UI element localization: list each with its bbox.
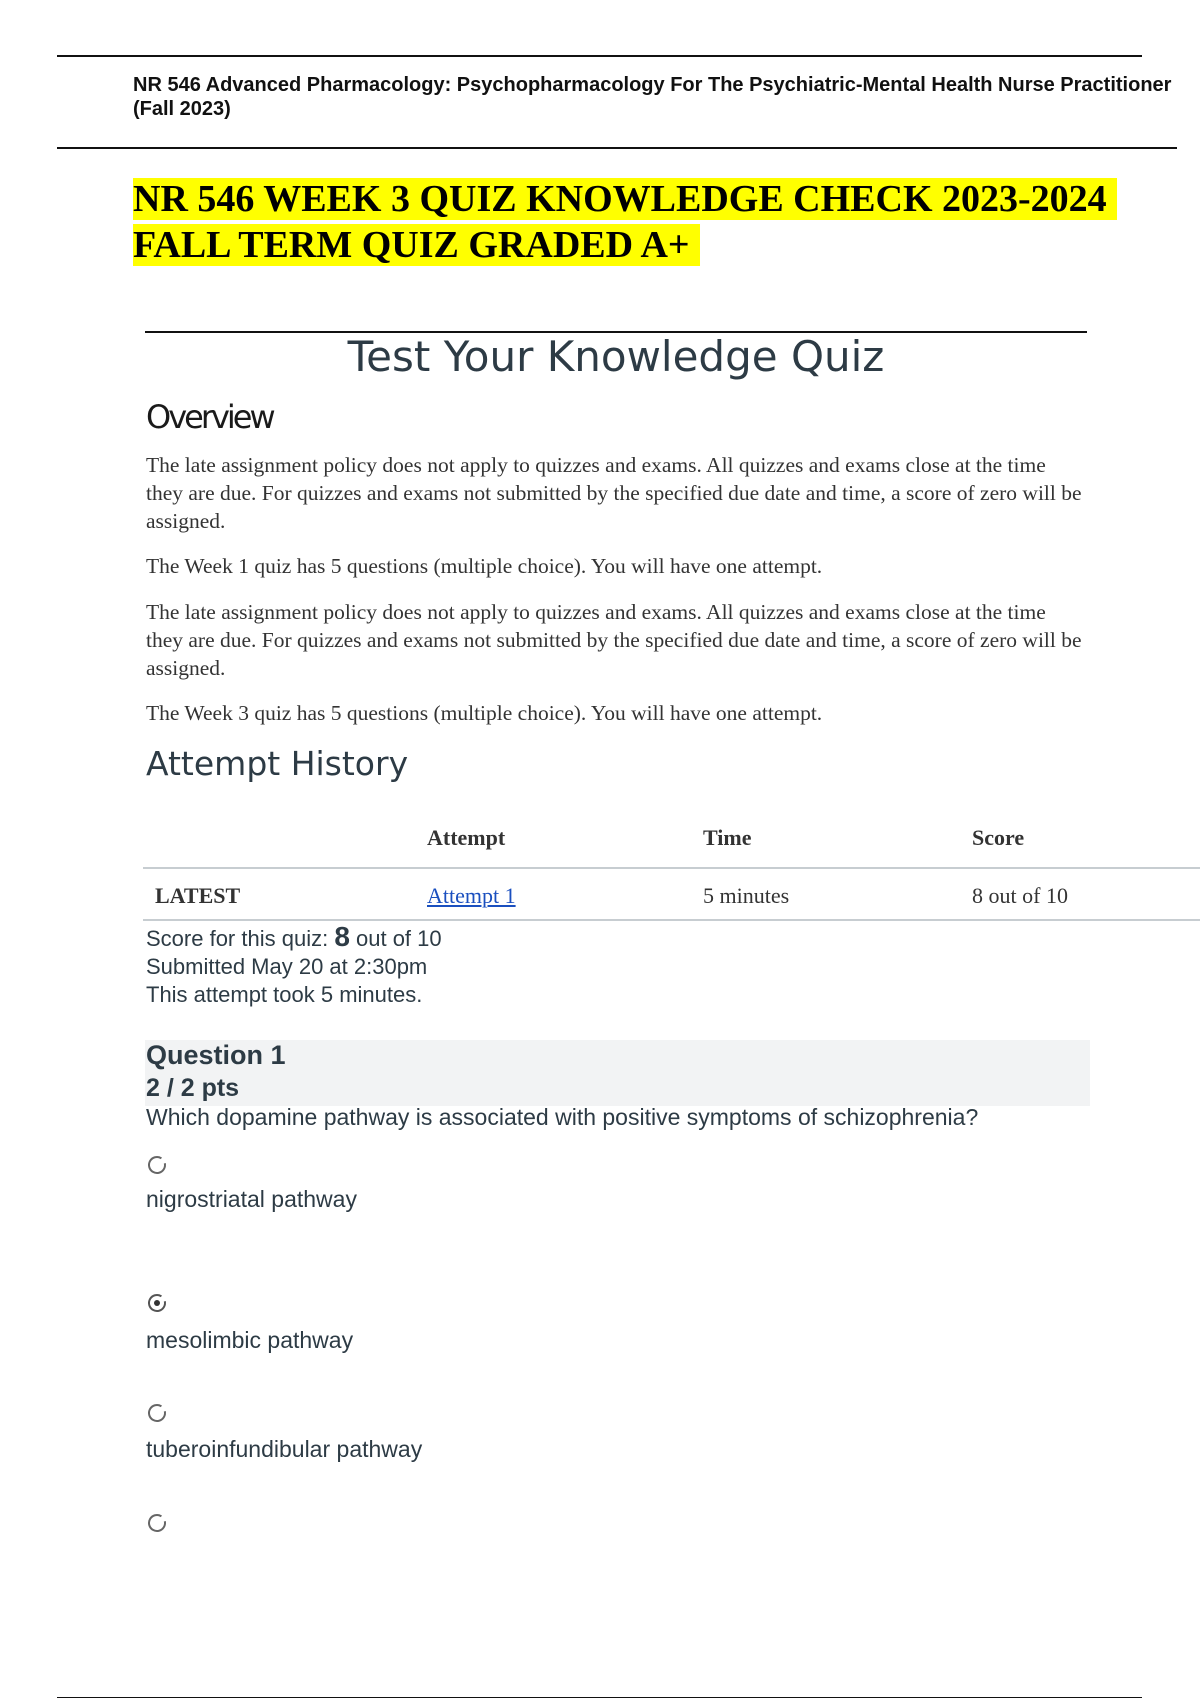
bottom-rule — [57, 1697, 1142, 1698]
latest-label: LATEST — [155, 883, 241, 908]
question-header-background — [145, 1040, 1090, 1106]
document-title-highlight: NR 546 WEEK 3 QUIZ KNOWLEDGE CHECK 2023-2024 FALL TERM QUIZ GRADED A+ — [133, 178, 1117, 266]
attempt-score: 8 out of 10 — [972, 883, 1068, 908]
quiz-score-line — [146, 923, 946, 953]
attempt-time: 5 minutes — [703, 883, 790, 908]
overview-heading: Overview — [146, 398, 273, 436]
question-text: Which dopamine pathway is associated with positive symptoms of schizophrenia? — [146, 1104, 979, 1130]
document-title — [133, 176, 1193, 268]
radio-unselected-icon[interactable] — [146, 1402, 168, 1424]
radio-selected-icon[interactable] — [146, 1292, 168, 1314]
column-header-time: Time — [703, 825, 752, 850]
week3-info-paragraph: The Week 3 quiz has 5 questions (multiple choice). You will have one attempt. — [146, 701, 823, 725]
radio-unselected-icon[interactable] — [146, 1512, 168, 1534]
score-suffix: out of 10 — [349, 926, 442, 951]
score-prefix: Score for this quiz: — [146, 926, 335, 951]
question-title: Question 1 — [146, 1040, 286, 1070]
question-points: 2 / 2 pts — [146, 1074, 240, 1102]
course-header: NR 546 Advanced Pharmacology: Psychopharmacology For The Psychiatric-Mental Health Nurse Practitioner (Fall 2023) — [133, 74, 1172, 120]
attempt-1-link[interactable]: Attempt 1 — [427, 883, 516, 908]
answer-option-2: mesolimbic pathway — [146, 1327, 354, 1353]
column-header-score: Score — [972, 825, 1025, 850]
table-header-divider — [143, 867, 1200, 869]
submitted-line: Submitted May 20 at 2:30pm — [146, 954, 428, 979]
score-value: 8 — [334, 921, 350, 952]
duration-line: This attempt took 5 minutes. — [146, 982, 423, 1007]
week1-info-paragraph: The Week 1 quiz has 5 questions (multiple choice). You will have one attempt. — [146, 554, 823, 578]
answer-option-1: nigrostriatal pathway — [146, 1186, 357, 1212]
header-bottom-rule — [57, 147, 1177, 149]
column-header-attempt: Attempt — [427, 825, 506, 850]
answer-option-3: tuberoinfundibular pathway — [146, 1436, 423, 1462]
quiz-title: Test Your Knowledge Quiz — [347, 332, 885, 381]
top-rule — [57, 55, 1142, 57]
radio-unselected-icon[interactable] — [146, 1154, 168, 1176]
attempt-history-heading: Attempt History — [146, 744, 409, 783]
table-row-divider — [143, 919, 1200, 921]
policy-paragraph-2: The late assignment policy does not apply to quizzes and exams. All quizzes and exams close at the time they are due. For quizzes and exams not submitted by the specified due date and time, a score of zero will be assigned. — [146, 600, 1082, 680]
policy-paragraph-1: The late assignment policy does not apply to quizzes and exams. All quizzes and exams close at the time they are due. For quizzes and exams not submitted by the specified due date and time, a score of zero will be assigned. — [146, 453, 1082, 533]
